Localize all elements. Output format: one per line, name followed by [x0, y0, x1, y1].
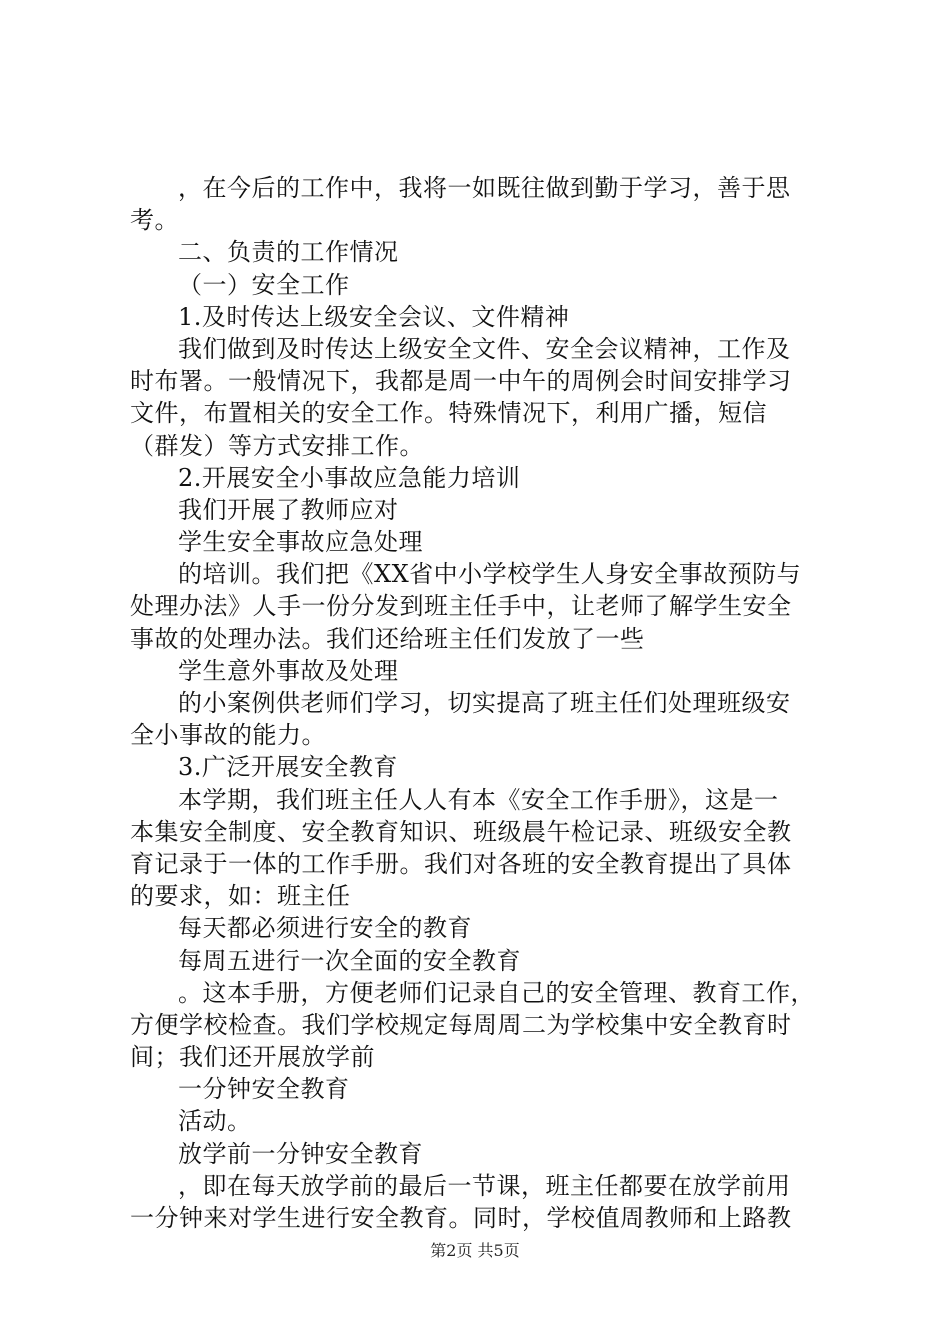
text-line: 全小事故的能力。 — [130, 721, 326, 750]
text-line: 间；我们还开展放学前 — [130, 1043, 375, 1072]
text-line: 方便学校检查。我们学校规定每周周二为学校集中安全教育时 — [130, 1010, 792, 1039]
text-line: 每天都必须进行安全的教育 — [178, 914, 472, 943]
text-line: 本学期，我们班主任人人有本《安全工作手册》，这是一 — [178, 785, 779, 814]
text-line: 的小案例供老师们学习，切实提高了班主任们处理班级安 — [178, 689, 791, 717]
text-line: 考。 — [130, 206, 179, 235]
text-line: 2.开展安全小事故应急能力培训 — [178, 463, 521, 492]
text-line: 本集安全制度、安全教育知识、班级晨午检记录、班级安全教 — [130, 817, 792, 846]
text-line: 育记录于一体的工作手册。我们对各班的安全教育提出了具体 — [130, 849, 792, 878]
text-line: ，即在每天放学前的最后一节课，班主任都要在放学前用 — [178, 1171, 791, 1200]
text-line: 事故的处理办法。我们还给班主任们发放了一些 — [130, 624, 645, 653]
text-line: ，在今后的工作中，我将一如既往做到勤于学习，善于思 — [178, 174, 791, 202]
text-line: 活动。 — [178, 1107, 252, 1136]
text-line: 。这本手册，方便老师们记录自己的安全管理、教育工作， — [178, 978, 815, 1007]
document-body — [130, 172, 830, 1234]
text-line: 学生意外事故及处理 — [178, 656, 399, 685]
text-line: 放学前一分钟安全教育 — [178, 1139, 423, 1168]
text-line: 3.广泛开展安全教育 — [178, 753, 398, 782]
text-line: 二、负责的工作情况 — [178, 238, 399, 267]
text-line: 学生安全事故应急处理 — [178, 528, 423, 557]
page-number-footer: 第2页 共5页 — [430, 1241, 520, 1260]
text-line: 一分钟来对学生进行安全教育。同时，学校值周教师和上路教 — [130, 1204, 792, 1232]
text-line: （一）安全工作 — [178, 270, 350, 299]
text-line: 时布署。一般情况下，我都是周一中午的周例会时间安排学习 — [130, 367, 792, 396]
text-line: 文件，布置相关的安全工作。特殊情况下，利用广播，短信 — [130, 399, 767, 428]
text-line: 的培训。我们把《XX省中小学校学生人身安全事故预防与 — [178, 560, 802, 589]
text-line: （群发）等方式安排工作。 — [130, 431, 424, 460]
text-line: 我们做到及时传达上级安全文件、安全会议精神，工作及 — [178, 334, 791, 363]
text-line: 的要求，如：班主任 — [130, 882, 351, 911]
text-line: 我们开展了教师应对 — [178, 495, 399, 524]
text-line: 处理办法》人手一份分发到班主任手中，让老师了解学生安全 — [130, 592, 792, 621]
text-line: 1.及时传达上级安全会议、文件精神 — [178, 302, 570, 331]
text-line: 每周五进行一次全面的安全教育 — [178, 946, 521, 975]
text-line: 一分钟安全教育 — [178, 1075, 350, 1104]
